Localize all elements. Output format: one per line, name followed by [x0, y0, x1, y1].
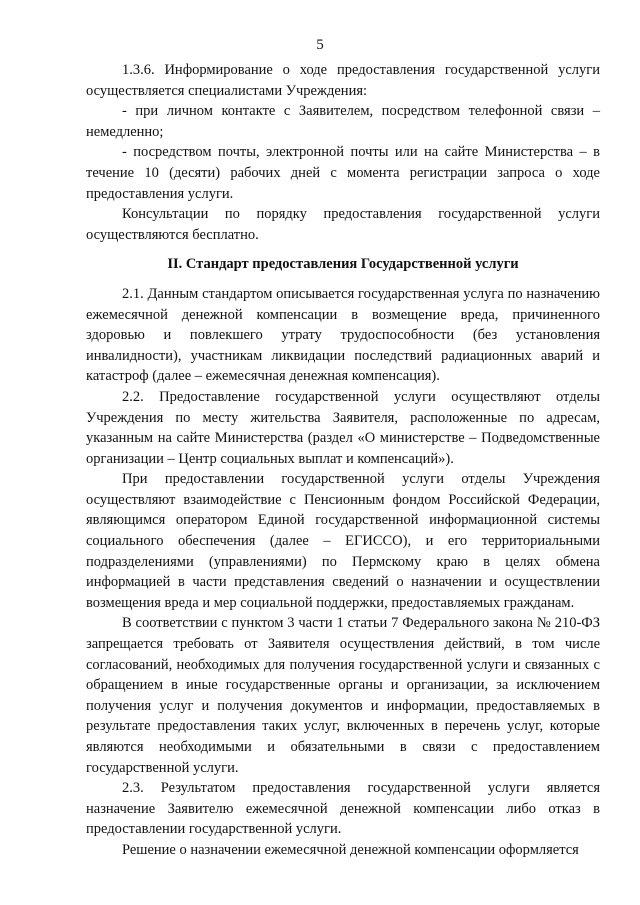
paragraph-interaction-pfr: При предоставлении государственной услуги отделы Учреждения осуществляют взаимодействие с Пенсионным фондом Российской Федерации, являющимся оператором Единой государственной информационной системы социального обеспечения (далее – ЕГИССО), и его территориальными подразделениями (управлениями) по Пермскому краю в целях обмена информацией в части представления сведений о назначении и осуществлении возмещения вреда и мер социальной поддержки, предоставляемых гражданам. [86, 471, 600, 611]
paragraph-1-3-6: 1.3.6. Информирование о ходе предоставления государственной услуги осуществляется специалистами Учреждения: [86, 62, 600, 99]
section-heading: II. Стандарт предоставления Государственной услуги [167, 256, 519, 273]
paragraph-decision: Решение о назначении ежемесячной денежной компенсации оформляется [122, 841, 579, 858]
paragraph-2-1: 2.1. Данным стандартом описывается государственная услуга по назначению ежемесячной денежной компенсации в возмещение вреда, причиненного здоровью и повлекшего утрату трудоспособности (без установления инвалидности), участникам ликвидации последствий радиационных аварий и катастроф (далее – ежемесячная денежная компенсация). [86, 285, 600, 385]
paragraph-2-2: 2.2. Предоставление государственной услуги осуществляют отделы Учреждения по месту жительства Заявителя, расположенные по адресам, указанным на сайте Министерства (раздел «О министерстве – Подведомственные организации – Центр социальных выплат и компенсаций»). [86, 388, 600, 467]
paragraph-2-3: 2.3. Результатом предоставления государственной услуги является назначение Заявителю ежемесячной денежной компенсации либо отказ в предоставлении государственной услуги. [86, 780, 600, 838]
page-number: 5 [316, 37, 324, 53]
list-item-mail-email: - посредством почты, электронной почты или на сайте Министерства – в течение 10 (десяти) рабочих дней с момента регистрации запроса о ходе предоставления услуги. [86, 144, 600, 202]
paragraph-consultations: Консультации по порядку предоставления государственной услуги осуществляются бесплатно. [86, 206, 600, 243]
document-body [86, 60, 600, 861]
paragraph-federal-law: В соответствии с пунктом 3 части 1 статьи 7 Федерального закона № 210-ФЗ запрещается требовать от Заявителя осуществления действий, в том числе согласований, необходимых для получения государственной услуги и связанных с обращением в иные государственные органы и организации, за исключением получения услуг и получения документов и информации, предоставляемых в результате предоставления таких услуг, включенных в перечень услуг, которые являются необходимыми и обязательными в связи с предоставлением государственной услуги. [86, 615, 600, 776]
list-item-personal-contact: - при личном контакте с Заявителем, посредством телефонной связи – немедленно; [86, 103, 600, 140]
